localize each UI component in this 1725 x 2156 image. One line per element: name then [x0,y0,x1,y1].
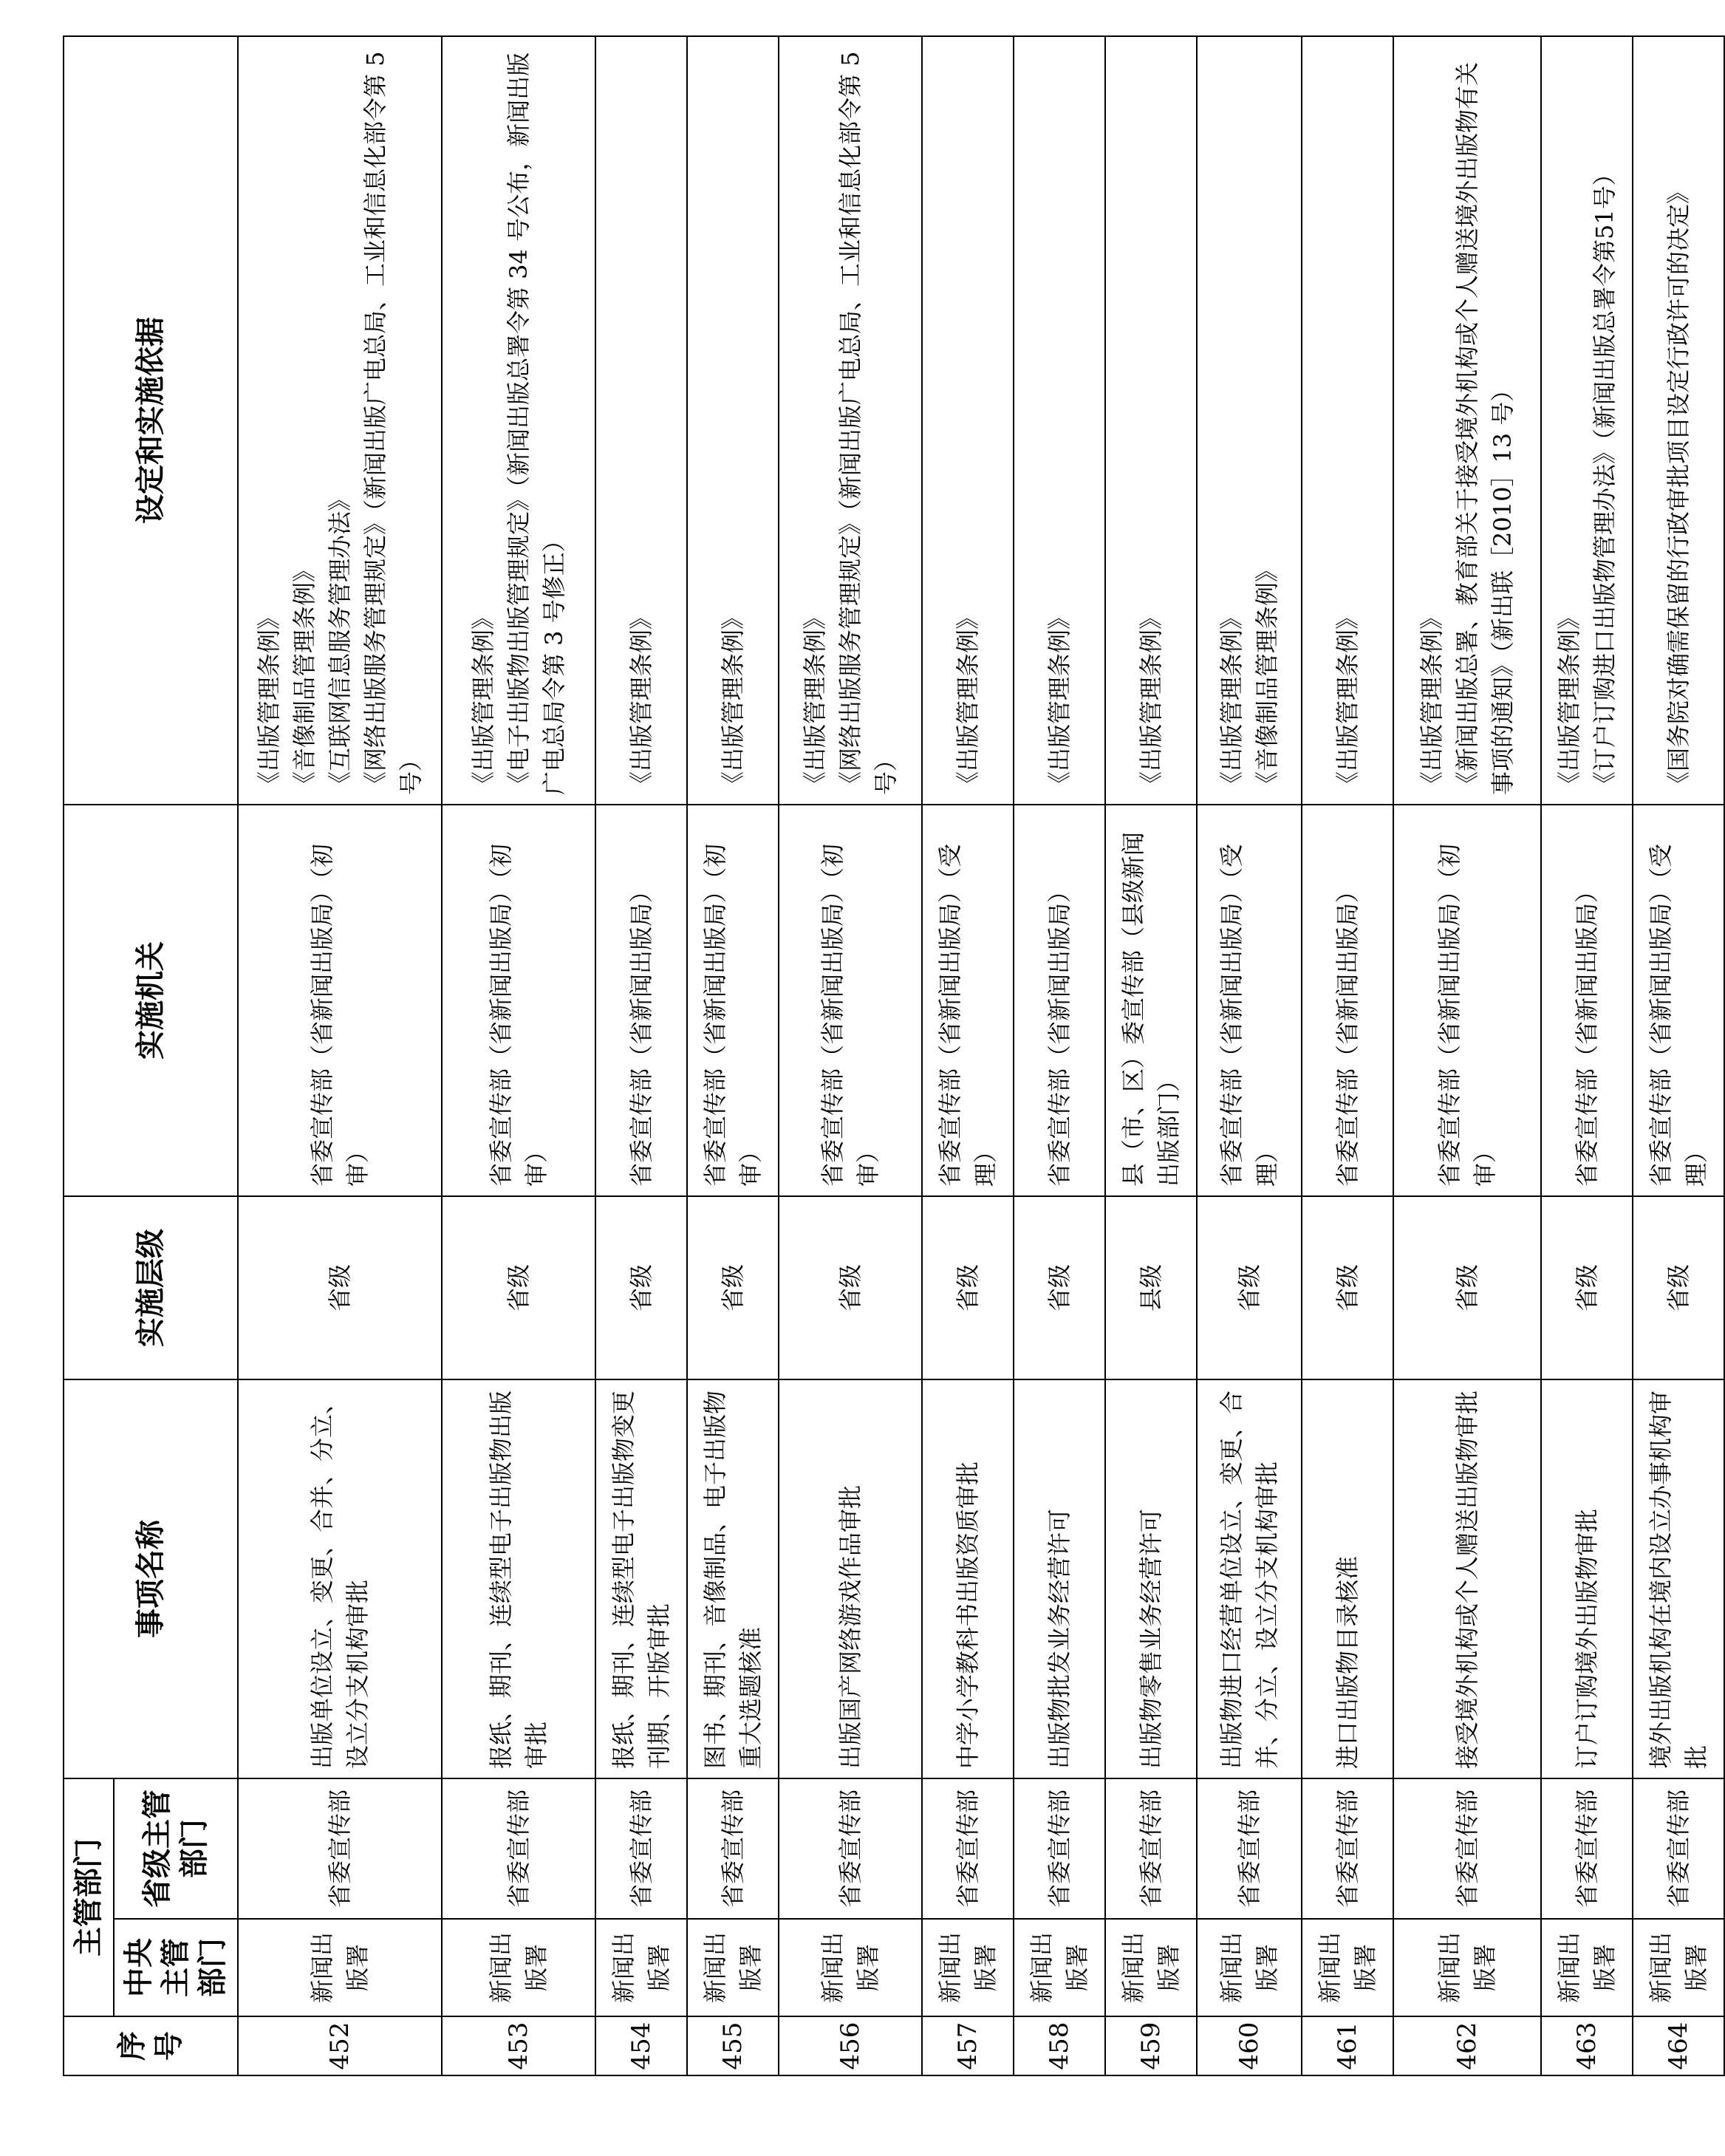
seq-cell: 460 [1197,2016,1302,2075]
central-dept-cell: 新闻出版署 [1014,1919,1105,2016]
basis-cell [595,36,687,805]
agency-cell: 省委宣传部（省新闻出版局） [595,805,687,1196]
header-central-dept: 中央主管部门 [114,1919,238,2016]
provincial-dept-cell: 省委宣传部 [922,1778,1014,1919]
basis-line: 《出版管理条例》 [1555,605,1583,795]
basis-cell [1393,36,1541,805]
provincial-dept-cell: 省委宣传部 [687,1778,779,1919]
header-level: 实施层级 [64,1196,238,1379]
provincial-dept-cell: 省委宣传部 [1302,1778,1393,1919]
table-row [922,36,1014,2075]
central-dept-cell: 新闻出版署 [1105,1919,1197,2016]
level-cell: 省级 [922,1196,1014,1379]
basis-line: 《音像制品管理条例》 [1253,558,1281,795]
agency-cell: 省委宣传部（省新闻出版局）（受理） [922,805,1014,1196]
basis-cell [442,36,595,805]
basis-line: 《出版管理条例》 [255,605,283,795]
agency-cell: 省委宣传部（省新闻出版局） [1302,805,1393,1196]
basis-line: 《网络出版服务管理规定》（新闻出版广电总局、工业和信息化部令第 5 号） [361,51,425,795]
seq-cell: 452 [238,2016,442,2075]
level-cell: 省级 [238,1196,442,1379]
basis-cell [1197,36,1302,805]
basis-cell [238,36,442,805]
level-cell: 县级 [1105,1196,1197,1379]
provincial-dept-cell: 省委宣传部 [1197,1778,1302,1919]
basis-line: 《出版管理条例》 [469,605,497,795]
basis-line: 《出版管理条例》 [719,605,747,795]
table-row [1633,36,1724,2075]
basis-line: 《出版管理条例》 [627,605,655,795]
table-body [238,36,1724,2075]
central-dept-cell: 新闻出版署 [238,1919,442,2016]
header-item: 事项名称 [64,1379,238,1778]
table-row [1302,36,1393,2075]
basis-line: 《订户订购进口出版物管理办法》（新闻出版总署令第51号） [1591,162,1619,795]
table-row [1393,36,1541,2075]
basis-cell [1105,36,1197,805]
level-cell: 省级 [1541,1196,1633,1379]
provincial-dept-cell: 省委宣传部 [1633,1778,1724,1919]
provincial-dept-cell: 省委宣传部 [442,1778,595,1919]
table-row [687,36,779,2075]
basis-cell [922,36,1014,805]
basis-cell [687,36,779,805]
level-cell: 省级 [1393,1196,1541,1379]
provincial-dept-cell: 省委宣传部 [1541,1778,1633,1919]
header-seq: 序号 [64,2016,238,2075]
central-dept-cell: 新闻出版署 [1302,1919,1393,2016]
basis-line: 《出版管理条例》 [1137,605,1165,795]
basis-cell [1014,36,1105,805]
central-dept-cell: 新闻出版署 [687,1919,779,2016]
table-row [238,36,442,2075]
central-dept-cell: 新闻出版署 [1197,1919,1302,2016]
seq-cell: 457 [922,2016,1014,2075]
seq-cell: 453 [442,2016,595,2075]
agency-cell: 县（市、区）委宣传部（县级新闻出版部门） [1105,805,1197,1196]
table-row [1105,36,1197,2075]
seq-cell: 463 [1541,2016,1633,2075]
basis-line: 《互联网信息服务管理办法》 [326,487,354,795]
agency-cell: 省委宣传部（省新闻出版局）（初审） [442,805,595,1196]
level-cell: 省级 [779,1196,922,1379]
basis-cell [1541,36,1633,805]
provincial-dept-cell: 省委宣传部 [779,1778,922,1919]
agency-cell: 省委宣传部（省新闻出版局）（初审） [687,805,779,1196]
agency-cell: 省委宣传部（省新闻出版局）（初审） [238,805,442,1196]
seq-cell: 458 [1014,2016,1105,2075]
central-dept-cell: 新闻出版署 [442,1919,595,2016]
item-name-cell: 出版物零售业务经营许可 [1105,1379,1197,1778]
item-name-cell: 进口出版物目录核准 [1302,1379,1393,1778]
header-provincial-dept: 省级主管部门 [114,1778,238,1919]
agency-cell: 省委宣传部（省新闻出版局） [1014,805,1105,1196]
item-name-cell: 报纸、期刊、连续型电子出版物变更刊期、开版审批 [595,1379,687,1778]
level-cell: 省级 [1014,1196,1105,1379]
item-name-cell: 出版国产网络游戏作品审批 [779,1379,922,1778]
basis-line: 《电子出版物出版管理规定》（新闻出版总署令第 34 号公布，新闻出版广电总局令第 3 号修正） [505,52,568,795]
item-name-cell: 报纸、期刊、连续型电子出版物出版审批 [442,1379,595,1778]
central-dept-cell: 新闻出版署 [1393,1919,1541,2016]
item-name-cell: 出版物进口经营单位设立、变更、合并、分立、设立分支机构审批 [1197,1379,1302,1778]
header-agency: 实施机关 [64,805,238,1196]
basis-line: 《音像制品管理条例》 [290,558,318,795]
item-name-cell: 出版物批发业务经营许可 [1014,1379,1105,1778]
agency-cell: 省委宣传部（省新闻出版局）（受理） [1197,805,1302,1196]
seq-cell: 456 [779,2016,922,2075]
level-cell: 省级 [442,1196,595,1379]
table-row [442,36,595,2075]
table-row [1014,36,1105,2075]
level-cell: 省级 [1302,1196,1393,1379]
agency-cell: 省委宣传部（省新闻出版局）（初审） [779,805,922,1196]
basis-cell [779,36,922,805]
approval-items-table [63,35,1725,2076]
basis-line: 《网络出版服务管理规定》（新闻出版广电总局、工业和信息化部令第 5 号） [836,51,900,795]
table-row [779,36,922,2075]
provincial-dept-cell: 省委宣传部 [1393,1778,1541,1919]
basis-cell [1633,36,1724,805]
provincial-dept-cell: 省委宣传部 [238,1778,442,1919]
table-row [1197,36,1302,2075]
basis-line: 《出版管理条例》 [1418,605,1446,795]
item-name-cell: 中学小学教科书出版资质审批 [922,1379,1014,1778]
agency-cell: 省委宣传部（省新闻出版局）（受理） [1633,805,1724,1196]
basis-line: 《出版管理条例》 [954,605,982,795]
basis-line: 《新闻出版总署、教育部关于接受境外机构或个人赠送境外出版物有关事项的通知》（新出联［2010］13 号） [1453,61,1517,795]
provincial-dept-cell: 省委宣传部 [595,1778,687,1919]
seq-cell: 462 [1393,2016,1541,2075]
table-row [595,36,687,2075]
header-basis: 设定和实施依据 [64,36,238,805]
provincial-dept-cell: 省委宣传部 [1105,1778,1197,1919]
rotated-page [63,37,1710,2076]
level-cell: 省级 [1197,1196,1302,1379]
seq-cell: 461 [1302,2016,1393,2075]
seq-cell: 459 [1105,2016,1197,2075]
table-row [1541,36,1633,2075]
basis-line: 《出版管理条例》 [1045,605,1073,795]
item-name-cell: 图书、期刊、音像制品、电子出版物重大选题核准 [687,1379,779,1778]
central-dept-cell: 新闻出版署 [779,1919,922,2016]
central-dept-cell: 新闻出版署 [1541,1919,1633,2016]
basis-line: 《出版管理条例》 [1217,605,1246,795]
central-dept-cell: 新闻出版署 [1633,1919,1724,2016]
item-name-cell: 境外出版机构在境内设立办事机构审批 [1633,1379,1724,1778]
header-dept-group: 主管部门 [64,1778,114,2016]
central-dept-cell: 新闻出版署 [595,1919,687,2016]
level-cell: 省级 [595,1196,687,1379]
item-name-cell: 接受境外机构或个人赠送出版物审批 [1393,1379,1541,1778]
level-cell: 省级 [687,1196,779,1379]
agency-cell: 省委宣传部（省新闻出版局）（初审） [1393,805,1541,1196]
item-name-cell: 订户订购境外出版物审批 [1541,1379,1633,1778]
central-dept-cell: 新闻出版署 [922,1919,1014,2016]
item-name-cell: 出版单位设立、变更、合并、分立、设立分支机构审批 [238,1379,442,1778]
agency-cell: 省委宣传部（省新闻出版局） [1541,805,1633,1196]
seq-cell: 455 [687,2016,779,2075]
seq-cell: 454 [595,2016,687,2075]
basis-cell [1302,36,1393,805]
basis-line: 《出版管理条例》 [801,605,829,795]
provincial-dept-cell: 省委宣传部 [1014,1778,1105,1919]
basis-line: 《国务院对确需保留的行政审批项目设定行政许可的决定》 [1664,180,1692,795]
seq-cell: 464 [1633,2016,1724,2075]
level-cell: 省级 [1633,1196,1724,1379]
basis-line: 《出版管理条例》 [1333,605,1362,795]
